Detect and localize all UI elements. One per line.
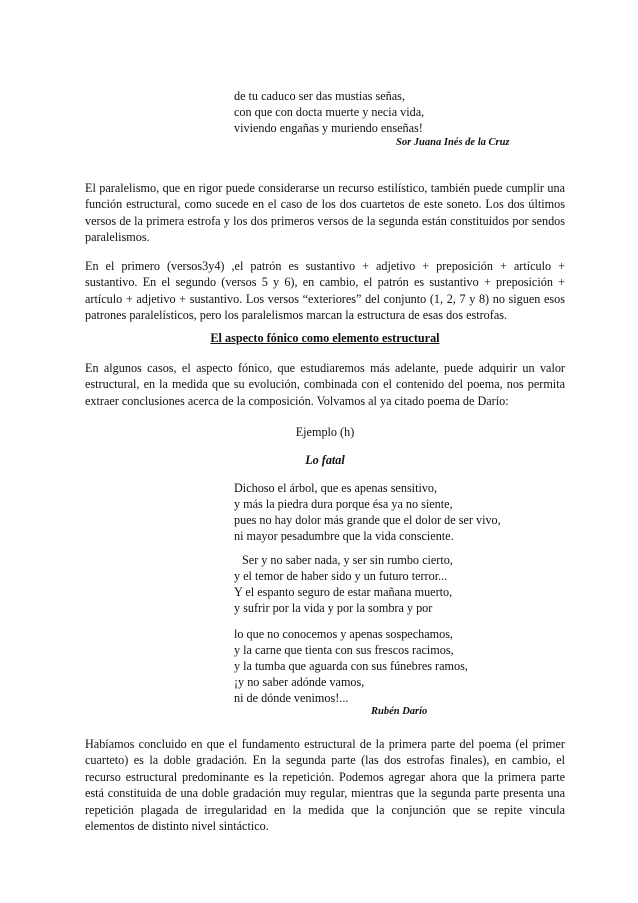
author-attribution-dario: Rubén Darío (371, 706, 428, 717)
paragraph-paralelismo: El paralelismo, que en rigor puede considerarse un recurso estilístico, también puede cumplir una función estructural, como sucede en el caso de los dos cuartetos de este soneto. Los dos últimos versos de la primera estrofa y los dos primeros versos de la segunda están constituidos por sendos paralelismos. (85, 181, 565, 245)
verse-line: Y el espanto seguro de estar mañana muerto, (234, 585, 453, 599)
paragraph-patrones: En el primero (versos3y4) ,el patrón es sustantivo + adjetivo + preposición + artículo + sustantivo. En el segundo (versos 5 y 6), en cambio, el patrón es sustantivo + preposición + artículo + adjetivo + sustantivo. Los versos “exteriores” del conjunto (1, 2, 7 y 8) no siguen esos patrones paralelísticos, pero los paralelismos marcan la estructura de esas dos estrofas. (85, 259, 565, 323)
verse-line: y más la piedra dura porque ésa ya no siente, (234, 497, 453, 511)
verse-line: lo que no conocemos y apenas sospechamos, (234, 627, 453, 641)
paragraph-aspecto-fonico: En algunos casos, el aspecto fónico, que estudiaremos más adelante, puede adquirir un valor estructural, en la medida que su evolución, combinada con el contenido del poema, nos permita extraer conclusiones acerca de la composición. Volvamos al ya citado poema de Darío: (85, 361, 565, 408)
paragraph-conclusion: Habíamos concluido en que el fundamento estructural de la primera parte del poema (el primer cuarteto) es la doble gradación. En la segunda parte (las dos estrofas finales), en cambio, el recurso estructural predominante es la repetición. Podemos agregar ahora que la primera parte está constituida de una doble gradación muy regular, mientras que la segunda parte presenta una repetición plagada de irregularidad en la medida que la conjunción que se repite vincula elementos de distinto nivel sintáctico. (85, 737, 565, 834)
verse-line: Ser y no saber nada, y ser sin rumbo cierto, (242, 553, 453, 567)
poem-stanza-2 (234, 552, 453, 616)
verse-line: ni de dónde venimos!... (234, 691, 349, 705)
author-attribution-sor-juana: Sor Juana Inés de la Cruz (396, 137, 510, 148)
verse-line: y la tumba que aguarda con sus fúnebres ramos, (234, 659, 468, 673)
verse-line: de tu caduco ser das mustias señas, (234, 89, 405, 103)
verse-line: y sufrir por la vida y por la sombra y por (234, 601, 433, 615)
verse-line: pues no hay dolor más grande que el dolor de ser vivo, (234, 513, 501, 527)
verse-line: ni mayor pesadumbre que la vida consciente. (234, 529, 454, 543)
verse-line: y la carne que tienta con sus frescos racimos, (234, 643, 454, 657)
verse-line: Dichoso el árbol, que es apenas sensitivo, (234, 481, 438, 495)
verse-line: viviendo engañas y muriendo enseñas! (234, 121, 423, 135)
poem-stanza-3 (234, 626, 468, 706)
verse-line: con que con docta muerte y necia vida, (234, 105, 425, 119)
verse-line: ¡y no saber adónde vamos, (234, 675, 365, 689)
poem-title: Lo fatal (305, 453, 345, 467)
section-heading: El aspecto fónico como elemento estructural (210, 331, 440, 345)
verse-line: y el temor de haber sido y un futuro terror... (234, 569, 448, 583)
poem-stanza-1 (234, 480, 501, 544)
example-label: Ejemplo (h) (295, 425, 355, 439)
poem-fragment-top (234, 88, 424, 136)
